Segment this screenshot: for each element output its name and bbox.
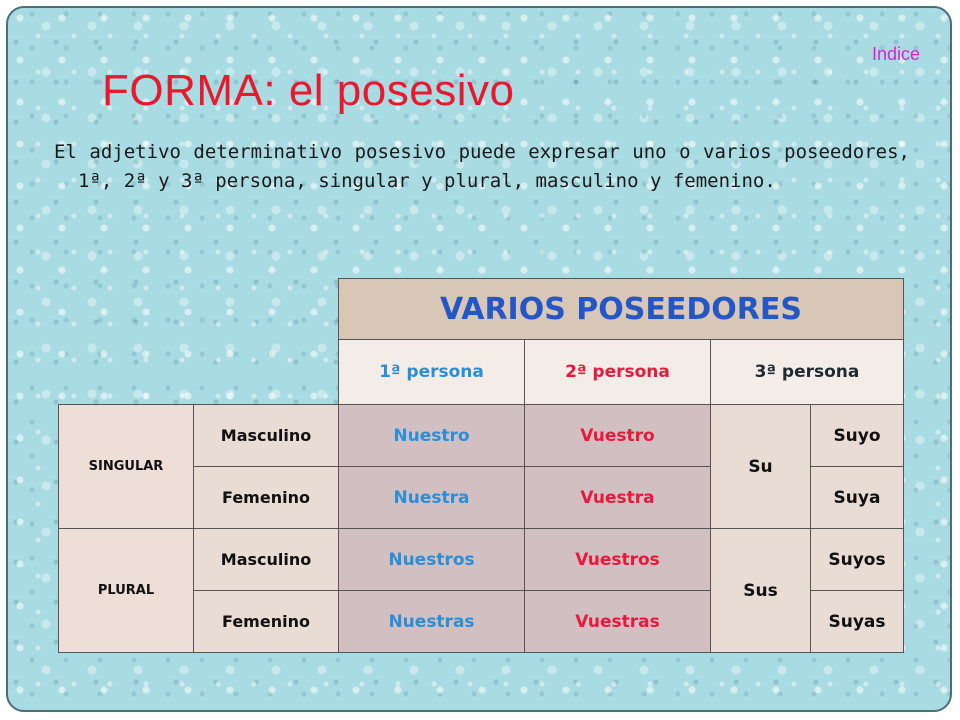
table-row — [59, 529, 904, 591]
second-person-cell: Vuestra — [525, 467, 711, 529]
number-label-plural: PLURAL — [59, 529, 194, 653]
first-person-cell: Nuestros — [339, 529, 525, 591]
slide — [6, 6, 952, 712]
gender-label: Femenino — [194, 467, 339, 529]
number-label-singular: SINGULAR — [59, 405, 194, 529]
person-header-1: 1ª persona — [339, 340, 525, 405]
person-header-2: 2ª persona — [525, 340, 711, 405]
second-person-cell: Vuestras — [525, 591, 711, 653]
first-person-cell: Nuestras — [339, 591, 525, 653]
third-person-cell: Suya — [811, 467, 904, 529]
person-header-3: 3ª persona — [711, 340, 904, 405]
intro-paragraph: El adjetivo determinativo posesivo puede expresar uno o varios poseedores, 1ª, 2ª y 3ª persona, singular y plural, masculino y femenino. — [54, 141, 910, 192]
table-row — [59, 405, 904, 467]
table-header: VARIOS POSEEDORES — [339, 279, 904, 340]
third-person-cell: Suyos — [811, 529, 904, 591]
possessive-table — [58, 278, 904, 653]
third-person-common-cell: Su — [711, 405, 811, 529]
first-person-cell: Nuestra — [339, 467, 525, 529]
second-person-cell: Vuestro — [525, 405, 711, 467]
indice-link[interactable]: Indice — [871, 44, 920, 64]
page-title: FORMA: el posesivo — [102, 66, 515, 115]
third-person-cell: Suyo — [811, 405, 904, 467]
third-person-cell: Suyas — [811, 591, 904, 653]
gender-label: Femenino — [194, 591, 339, 653]
second-person-cell: Vuestros — [525, 529, 711, 591]
first-person-cell: Nuestro — [339, 405, 525, 467]
third-person-common-cell: Sus — [711, 529, 811, 653]
gender-label: Masculino — [194, 405, 339, 467]
gender-label: Masculino — [194, 529, 339, 591]
